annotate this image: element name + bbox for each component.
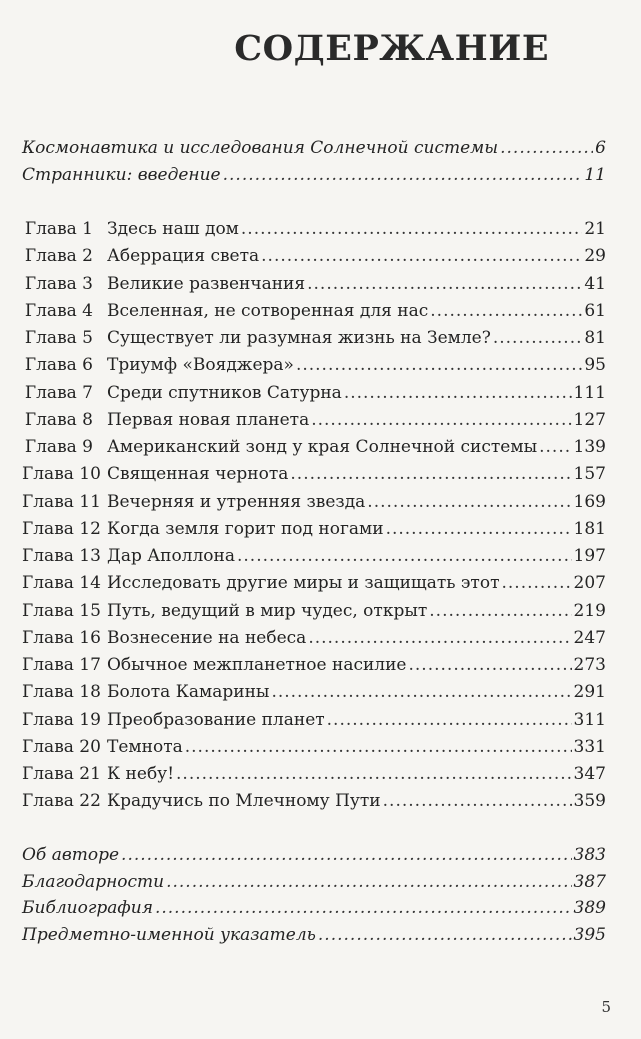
entry-title: Обычное межпланетное насилие — [107, 655, 407, 675]
chapter-label: Глава 20 — [22, 737, 101, 757]
entry-title: К небу! — [107, 764, 175, 784]
toc-chapter-row — [22, 381, 606, 405]
entry-title: Американский зонд у края Солнечной системы — [107, 437, 538, 457]
toc-chapter-row — [22, 272, 606, 296]
toc-chapter-row — [22, 544, 606, 568]
toc-chapter-row — [22, 653, 606, 677]
entry-title: Существует ли разумная жизнь на Земле? — [107, 328, 491, 348]
entry-page-number: 387 — [573, 872, 606, 892]
entry-page-number: 139 — [573, 437, 606, 457]
toc-chapter-row — [22, 735, 606, 759]
entry-title: Библиография — [22, 898, 153, 918]
page-title: СОДЕРЖАНИЕ — [234, 28, 549, 69]
entry-page-number: 11 — [584, 165, 606, 185]
entry-page-number: 383 — [573, 845, 606, 865]
chapter-label: Глава 21 — [22, 764, 101, 784]
entry-title: Среди спутников Сатурна — [107, 383, 342, 403]
dot-leader — [237, 544, 572, 568]
entry-page-number: 389 — [573, 898, 606, 918]
dot-leader — [311, 408, 571, 432]
entry-title: Когда земля горит под ногами — [107, 519, 384, 539]
entry-page-number: 207 — [573, 573, 606, 593]
entry-title: Дар Аполлона — [107, 546, 235, 566]
dot-leader — [308, 626, 571, 650]
chapter-label: Глава 19 — [22, 710, 101, 730]
toc-chapter-row — [22, 571, 606, 595]
entry-page-number: 311 — [573, 710, 606, 730]
entry-page-number: 41 — [584, 274, 606, 294]
entry-title: Об авторе — [22, 845, 120, 865]
entry-page-number: 331 — [573, 737, 606, 757]
toc-entry-row — [22, 163, 606, 187]
toc-chapter-row — [22, 626, 606, 650]
page-number: 5 — [601, 998, 611, 1016]
dot-leader — [271, 680, 571, 704]
dot-leader — [409, 653, 572, 677]
entry-page-number: 127 — [573, 410, 606, 430]
chapter-label: Глава 2 — [24, 246, 93, 266]
toc-chapter-row — [22, 462, 606, 486]
entry-title: Предметно-именной указатель — [22, 925, 316, 945]
entry-title: Крадучись по Млечному Пути — [107, 791, 381, 811]
toc-entry-row — [22, 843, 606, 867]
chapter-label: Глава 4 — [24, 301, 93, 321]
chapter-label: Глава 1 — [24, 219, 93, 239]
chapter-label: Глава 7 — [24, 383, 93, 403]
entry-page-number: 347 — [573, 764, 606, 784]
entry-title: Исследовать другие миры и защищать этот — [107, 573, 500, 593]
entry-title: Священная чернота — [107, 464, 289, 484]
dot-leader — [383, 789, 572, 813]
entry-title: Болота Камарины — [107, 682, 270, 702]
entry-page-number: 247 — [573, 628, 606, 648]
chapter-label: Глава 5 — [24, 328, 93, 348]
dot-leader — [367, 490, 571, 514]
entry-page-number: 111 — [573, 383, 606, 403]
entry-page-number: 29 — [584, 246, 606, 266]
entry-title: Великие развенчания — [107, 274, 306, 294]
entry-page-number: 95 — [584, 355, 606, 375]
dot-leader — [318, 923, 572, 947]
chapter-label: Глава 10 — [22, 464, 101, 484]
entry-page-number: 81 — [584, 328, 606, 348]
dot-leader — [430, 299, 582, 323]
dot-leader — [166, 870, 571, 894]
entry-page-number: 6 — [595, 138, 606, 158]
toc-entry-row — [22, 870, 606, 894]
entry-title: Вознесение на небеса — [107, 628, 307, 648]
entry-page-number: 219 — [573, 601, 606, 621]
entry-page-number: 395 — [573, 925, 606, 945]
toc-chapter-row — [22, 326, 606, 350]
toc-chapter-row — [22, 490, 606, 514]
entry-title: Триумф «Вояджера» — [107, 355, 294, 375]
toc-entry-row — [22, 136, 606, 160]
chapter-label: Глава 15 — [22, 601, 101, 621]
toc-chapter-row — [22, 599, 606, 623]
entry-title: Здесь наш дом — [107, 219, 239, 239]
toc-chapter-row — [22, 217, 606, 241]
toc-chapter-row — [22, 435, 606, 459]
entry-page-number: 169 — [573, 492, 606, 512]
dot-leader — [155, 896, 572, 920]
entry-title: Вселенная, не сотворенная для нас — [107, 301, 429, 321]
entry-title: Космонавтика и исследования Солнечной системы — [22, 138, 499, 158]
toc-chapter-row — [22, 244, 606, 268]
toc-chapter-row — [22, 680, 606, 704]
toc-chapter-row — [22, 408, 606, 432]
entry-title: Вечерняя и утренняя звезда — [107, 492, 366, 512]
entry-title: Благодарности — [22, 872, 165, 892]
dot-leader — [500, 136, 593, 160]
chapter-label: Глава 12 — [22, 519, 101, 539]
toc-chapter-row — [22, 517, 606, 541]
entry-page-number: 157 — [573, 464, 606, 484]
chapter-label: Глава 14 — [22, 573, 101, 593]
toc-chapter-row — [22, 299, 606, 323]
dot-leader — [539, 435, 571, 459]
entry-title: Первая новая планета — [107, 410, 310, 430]
chapter-label: Глава 16 — [22, 628, 101, 648]
toc-chapter-row — [22, 708, 606, 732]
dot-leader — [307, 272, 582, 296]
entry-page-number: 61 — [584, 301, 606, 321]
dot-leader — [176, 762, 572, 786]
toc-entry-row — [22, 896, 606, 920]
entry-title: Путь, ведущий в мир чудес, открыт — [107, 601, 428, 621]
entry-page-number: 273 — [573, 655, 606, 675]
chapter-label: Глава 8 — [24, 410, 93, 430]
chapter-label: Глава 6 — [24, 355, 93, 375]
dot-leader — [121, 843, 572, 867]
dot-leader — [241, 217, 582, 241]
entry-page-number: 291 — [573, 682, 606, 702]
chapter-label: Глава 17 — [22, 655, 101, 675]
dot-leader — [344, 381, 572, 405]
entry-title: Аберрация света — [107, 246, 260, 266]
dot-leader — [261, 244, 582, 268]
dot-leader — [386, 517, 572, 541]
dot-leader — [290, 462, 571, 486]
entry-page-number: 359 — [573, 791, 606, 811]
chapter-label: Глава 11 — [22, 492, 101, 512]
toc-chapter-row — [22, 353, 606, 377]
chapter-label: Глава 3 — [24, 274, 93, 294]
dot-leader — [296, 353, 582, 377]
entry-title: Темнота — [107, 737, 183, 757]
dot-leader — [223, 163, 583, 187]
dot-leader — [501, 571, 571, 595]
chapter-label: Глава 22 — [22, 791, 101, 811]
dot-leader — [493, 326, 583, 350]
entry-title: Странники: введение — [22, 165, 221, 185]
dot-leader — [185, 735, 572, 759]
entry-title: Преобразование планет — [107, 710, 325, 730]
chapter-label: Глава 9 — [24, 437, 93, 457]
entry-page-number: 197 — [573, 546, 606, 566]
toc-chapter-row — [22, 762, 606, 786]
chapter-label: Глава 13 — [22, 546, 101, 566]
entry-page-number: 21 — [584, 219, 606, 239]
chapter-label: Глава 18 — [22, 682, 101, 702]
toc-chapter-row — [22, 789, 606, 813]
dot-leader — [429, 599, 571, 623]
toc-entry-row — [22, 923, 606, 947]
dot-leader — [327, 708, 572, 732]
entry-page-number: 181 — [573, 519, 606, 539]
